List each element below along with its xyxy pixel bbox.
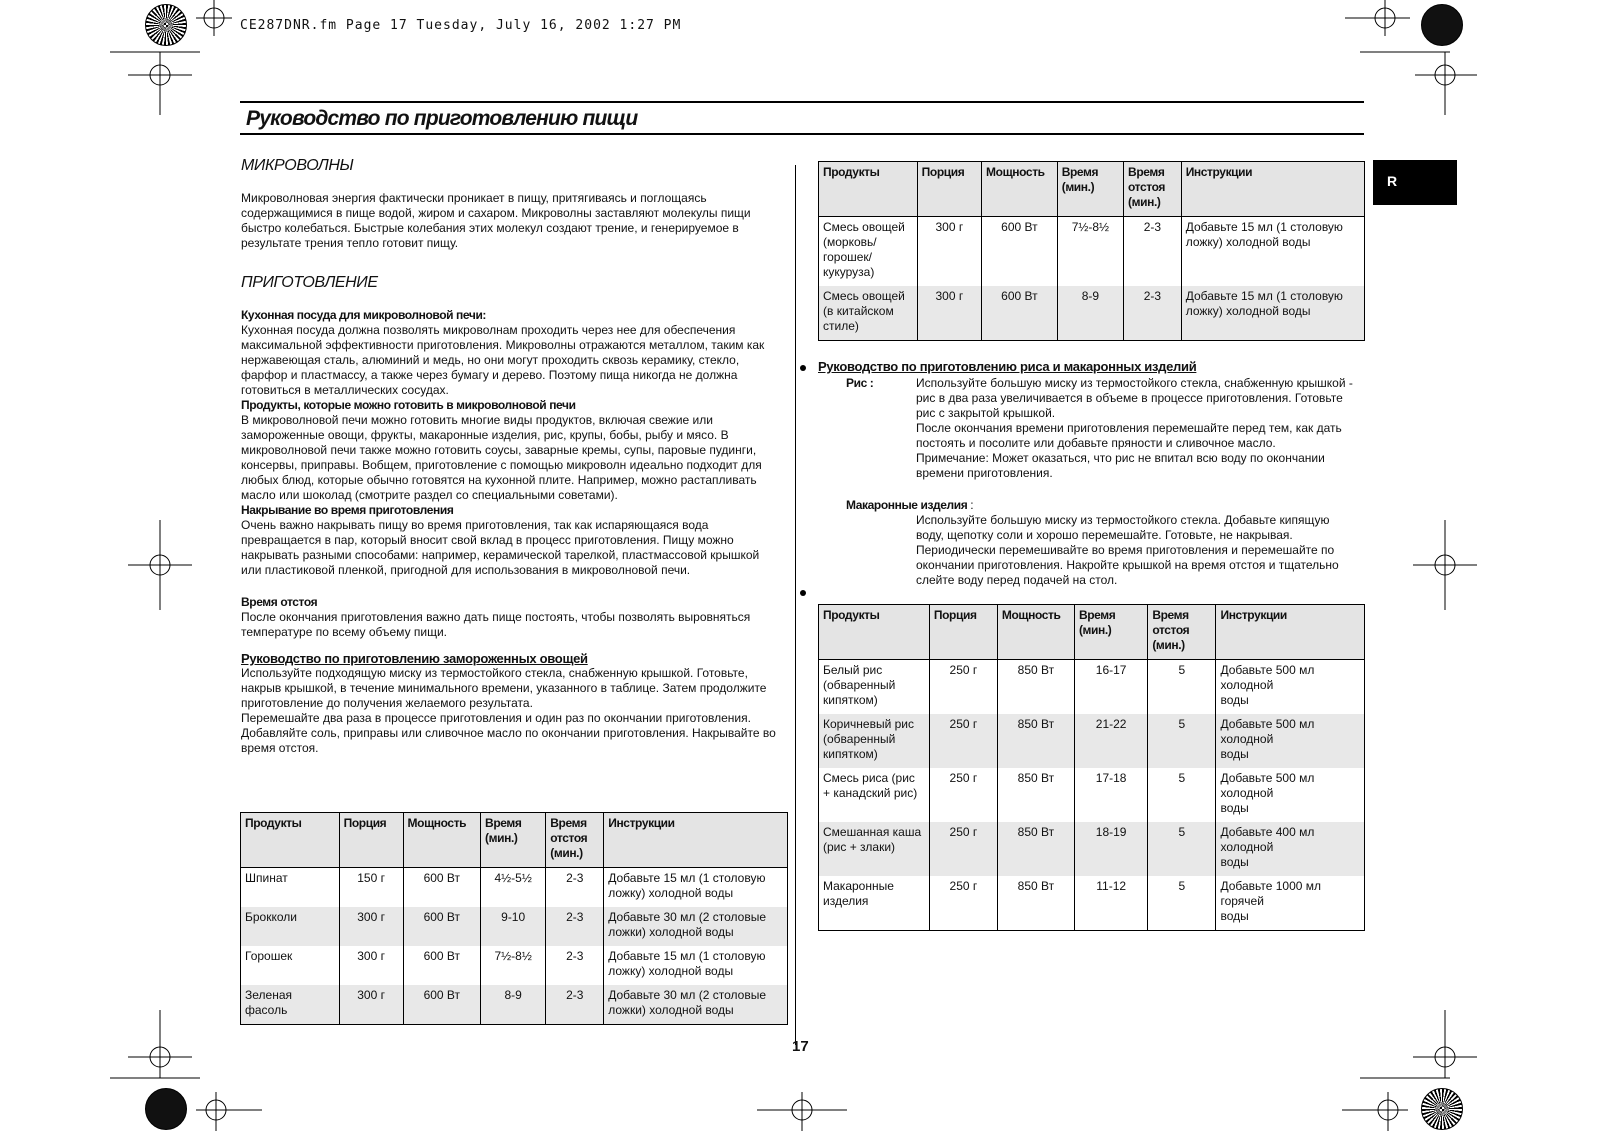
- column-header: Время отстоя (мин.): [546, 813, 604, 868]
- table-cell: Добавьте 30 мл (2 столовые ложки) холодной воды: [604, 985, 788, 1025]
- table-cell: 850 Вт: [997, 714, 1074, 768]
- text-line: консервы, приправы. Вобщем, приготовление с помощью микроволн идеально подходит для: [241, 458, 762, 472]
- column-header: Продукты: [819, 605, 930, 660]
- table-row: [819, 714, 1365, 768]
- table-cell: 300 г: [917, 286, 981, 341]
- column-header: Мощность: [982, 162, 1058, 217]
- table-cell: 250 г: [929, 660, 997, 715]
- table-row: [819, 217, 1365, 287]
- table-row: [819, 286, 1365, 341]
- right-column: [818, 359, 1378, 588]
- text-line: Кухонная посуда должна позволять микроволнам проходить через нее для обеспечения: [241, 323, 736, 337]
- text-line: постоять и посолите или добавьте пряности и сливочное масло.: [916, 436, 1276, 450]
- table-cell: 300 г: [339, 985, 403, 1025]
- table-cell: 300 г: [339, 946, 403, 985]
- table-cell: Горошек: [241, 946, 340, 985]
- text-line: После окончания приготовления важно дать пище постоять, чтобы позволять выровняться: [241, 610, 751, 624]
- table-cell: Макаронные изделия: [819, 876, 930, 931]
- text-line: Используйте подходящую миску из термостойкого стекла, снабженную крышкой. Готовьте,: [241, 666, 748, 680]
- table-cell: 2-3: [546, 868, 604, 908]
- column-header: Инструкции: [1216, 605, 1365, 660]
- table-cell: 300 г: [339, 907, 403, 946]
- text-line: или пластиковой пленкой, пригодной для использования в микроволновой печи.: [241, 563, 691, 577]
- text-line: Используйте большую миску из термостойкого стекла. Добавьте кипящую: [916, 513, 1330, 527]
- text-line: рис в два раза увеличивается в объеме в процессе приготовления. Готовьте: [916, 391, 1343, 405]
- text-line: максимальной эффективности приготовления. Микроволны отражаются металлом, таким как: [241, 338, 765, 352]
- table-cell: 600 Вт: [403, 985, 481, 1025]
- text-line: рис с закрытой крышкой.: [916, 406, 1056, 420]
- microwaves-text: [241, 191, 789, 251]
- covering-title: Накрывание во время приготовления: [241, 503, 454, 517]
- column-header: Порция: [339, 813, 403, 868]
- column-header: Мощность: [403, 813, 481, 868]
- table-cell: 21-22: [1074, 714, 1147, 768]
- table-cell: 17-18: [1074, 768, 1147, 822]
- table-cell: 5: [1148, 714, 1216, 768]
- text-line: времени приготовления.: [916, 466, 1053, 480]
- column-header: Порция: [929, 605, 997, 660]
- table-cell: 600 Вт: [403, 946, 481, 985]
- table-cell: Коричневый рис (обваренный кипятком): [819, 714, 930, 768]
- text-line: воду, щепотку соли и хорошо перемешайте. Готовьте, не накрывая.: [916, 528, 1293, 542]
- rice-pasta-table: [818, 604, 1365, 931]
- table-cell: Смесь риса (рис + канадский рис): [819, 768, 930, 822]
- column-header: Продукты: [241, 813, 340, 868]
- table-cell: 850 Вт: [997, 768, 1074, 822]
- text-line: Перемешайте два раза в процессе приготовления и один раз по окончании приготовления.: [241, 711, 751, 725]
- text-line: накрывать разными способами: например, керамической тарелкой, пластмассовой крышкой: [241, 548, 760, 562]
- table-header-row: [241, 813, 788, 868]
- table-cell: 850 Вт: [997, 876, 1074, 931]
- table-cell: Брокколи: [241, 907, 340, 946]
- column-header: Мощность: [997, 605, 1074, 660]
- table-cell: 5: [1148, 876, 1216, 931]
- rice-term: Рис: [846, 376, 867, 390]
- table-header-row: [819, 605, 1365, 660]
- text-line: температуре по всему объему пищи.: [241, 625, 448, 639]
- table-cell: Добавьте 15 мл (1 столовую ложку) холодной воды: [1181, 217, 1364, 287]
- table-row: [241, 868, 788, 908]
- table-cell: 150 г: [339, 868, 403, 908]
- text-line: Очень важно накрывать пищу во время приготовления, так как испаряющаяся вода: [241, 518, 709, 532]
- table-cell: Смешанная каша (рис + злаки): [819, 822, 930, 876]
- table-cell: 250 г: [929, 768, 997, 822]
- text-line: микроволновой печи также можно готовить соусы, заварные кремы, супы, паровые пудинги,: [241, 443, 757, 457]
- table-cell: 300 г: [917, 217, 981, 287]
- table-cell: 600 Вт: [982, 217, 1058, 287]
- table-cell: Белый рис (обваренный кипятком): [819, 660, 930, 715]
- column-header: Инструкции: [604, 813, 788, 868]
- text-line: Используйте большую миску из термостойкого стекла, снабженную крышкой -: [916, 376, 1353, 390]
- table-cell: Добавьте 15 мл (1 столовую ложку) холодной воды: [1181, 286, 1364, 341]
- table-cell: Добавьте 500 мл холодной воды: [1216, 714, 1365, 768]
- table-cell: Добавьте 500 мл холодной воды: [1216, 660, 1365, 715]
- table-cell: 11-12: [1074, 876, 1147, 931]
- standing-title: Время отстоя: [241, 595, 318, 609]
- text-line: замороженные овощи, фрукты, макаронные изделия, рис, крупы, бобы, рыбу и мясо. В: [241, 428, 729, 442]
- microwaves-heading: МИКРОВОЛНЫ: [241, 157, 354, 174]
- column-header: Время (мин.): [1057, 162, 1123, 217]
- foods-title: Продукты, которые можно готовить в микроволновой печи: [241, 398, 576, 412]
- table-cell: 8-9: [1057, 286, 1123, 341]
- table-cell: 250 г: [929, 714, 997, 768]
- text-line: После окончания времени приготовления перемешайте перед тем, как дать: [916, 421, 1342, 435]
- table-header-row: [819, 162, 1365, 217]
- table-cell: Добавьте 15 мл (1 столовую ложку) холодной воды: [604, 868, 788, 908]
- text-line: время отстоя.: [241, 741, 319, 755]
- pasta-text: [818, 513, 1378, 588]
- column-header: Инструкции: [1181, 162, 1364, 217]
- table-row: [241, 907, 788, 946]
- print-header: CE287DNR.fm Page 17 Tuesday, July 16, 2002 1:27 PM: [240, 18, 682, 33]
- text-line: нержавеющая сталь, алюминий и медь, но они могут проходить сквозь керамику, стекло,: [241, 353, 740, 367]
- table-cell: 5: [1148, 660, 1216, 715]
- table-cell: Зеленая фасоль: [241, 985, 340, 1025]
- table-cell: 600 Вт: [982, 286, 1058, 341]
- column-header: Время (мин.): [1074, 605, 1147, 660]
- rice-definition: Рис : Используйте большую миску из термостойкого стекла, снабженную крышкой - рис в два раза увеличивается в объеме в процессе приготовления. Готовьте рис с закрытой крышкой. После окончания времени приготовления перемешайте перед тем, как дать постоять и посолите или добавьте пряности и сливочное масло. Примечание: Может оказаться, что рис не впитал всю воду по окончании времени приготовления.: [818, 376, 1378, 481]
- table-cell: Добавьте 400 мл холодной воды: [1216, 822, 1365, 876]
- text-line: окончании приготовления. Накройте крышкой на время отстоя и тщательно: [916, 558, 1339, 572]
- text-line: Периодически перемешивайте во время приготовления и перемешайте по: [916, 543, 1335, 557]
- page-title: Руководство по приготовлению пищи: [246, 107, 638, 130]
- column-header: Время (мин.): [481, 813, 546, 868]
- table-cell: 2-3: [1124, 217, 1182, 287]
- table-row: [819, 876, 1365, 931]
- table-cell: Добавьте 500 мл холодной воды: [1216, 768, 1365, 822]
- frozen-veg-table: [240, 812, 788, 1025]
- text-line: превращается в пар, который вносит свой вклад в процесс приготовления. Пищу можно: [241, 533, 734, 547]
- column-header: Время отстоя (мин.): [1148, 605, 1216, 660]
- page-title-bar: [240, 101, 1364, 135]
- cooking-heading: ПРИГОТОВЛЕНИЕ: [241, 274, 378, 291]
- table-cell: Шпинат: [241, 868, 340, 908]
- table-cell: 7½-8½: [481, 946, 546, 985]
- text-line: В микроволновой печи можно готовить многие виды продуктов, включая свежие или: [241, 413, 713, 427]
- table-cell: 16-17: [1074, 660, 1147, 715]
- page-number: 17: [792, 1038, 809, 1055]
- text-line: Добавляйте соль, приправы или сливочное масло по окончании приготовления. Накрывайте во: [241, 726, 776, 740]
- pasta-term: Макаронные изделия: [846, 498, 968, 512]
- table-cell: 2-3: [546, 985, 604, 1025]
- cookware-title: Кухонная посуда для микроволновой печи:: [241, 308, 487, 322]
- column-header: Порция: [917, 162, 981, 217]
- pasta-definition: Макаронные изделия :: [846, 498, 974, 512]
- table-cell: 9-10: [481, 907, 546, 946]
- text-line: Примечание: Может оказаться, что рис не впитал всю воду по окончании: [916, 451, 1325, 465]
- table-cell: 5: [1148, 822, 1216, 876]
- table-cell: 600 Вт: [403, 907, 481, 946]
- column-divider: [795, 165, 796, 1045]
- language-tab: R: [1373, 160, 1457, 205]
- column-header: Время отстоя (мин.): [1124, 162, 1182, 217]
- text-line: масло или шоколад (смотрите раздел со специальными советами).: [241, 488, 618, 502]
- column-header: Продукты: [819, 162, 918, 217]
- table-cell: Смесь овощей (морковь/ горошек/ кукуруза): [819, 217, 918, 287]
- table-cell: 8-9: [481, 985, 546, 1025]
- left-column: [241, 158, 789, 756]
- table-row: [819, 822, 1365, 876]
- table-cell: 850 Вт: [997, 822, 1074, 876]
- table-cell: 18-19: [1074, 822, 1147, 876]
- text-line: приготовление до получения желаемого результата.: [241, 696, 533, 710]
- frozen-veg-heading: Руководство по приготовлению замороженных овощей: [241, 651, 588, 666]
- veg-mix-table: [818, 161, 1365, 341]
- table-cell: 2-3: [1124, 286, 1182, 341]
- table-cell: 2-3: [546, 907, 604, 946]
- table-row: [241, 985, 788, 1025]
- rice-pasta-heading: Руководство по приготовлению риса и макаронных изделий: [818, 359, 1197, 374]
- table-cell: 850 Вт: [997, 660, 1074, 715]
- bullet-dot: [800, 365, 806, 371]
- table-cell: Добавьте 15 мл (1 столовую ложку) холодной воды: [604, 946, 788, 985]
- text-line: накрыв крышкой, в течение минимального времени, указанного в таблице. Затем продолжите: [241, 681, 767, 695]
- text-line: фарфор и пластмассу, а также через бумагу и дерево. Поэтому пища никогда не должна: [241, 368, 738, 382]
- text-line: быстро колебаться. Быстрые колебания этих молекул создают трение, и генерируемое в: [241, 221, 739, 235]
- table-cell: 5: [1148, 768, 1216, 822]
- table-row: [819, 660, 1365, 715]
- table-cell: Добавьте 1000 мл горячей воды: [1216, 876, 1365, 931]
- table-cell: 7½-8½: [1057, 217, 1123, 287]
- text-line: результате трения тепло готовит пищу.: [241, 236, 459, 250]
- table-cell: Смесь овощей (в китайском стиле): [819, 286, 918, 341]
- text-line: содержащимися в пище водой, жиром и сахаром. Микроволны заставляют молекулы пищи: [241, 206, 751, 220]
- table-cell: Добавьте 30 мл (2 столовые ложки) холодной воды: [604, 907, 788, 946]
- table-cell: 4½-5½: [481, 868, 546, 908]
- table-cell: 250 г: [929, 876, 997, 931]
- table-row: [241, 946, 788, 985]
- table-cell: 600 Вт: [403, 868, 481, 908]
- text-line: Микроволновая энергия фактически проникает в пищу, притягиваясь и поглощаясь: [241, 191, 707, 205]
- text-line: слейте воду перед подачей на стол.: [916, 573, 1118, 587]
- text-line: готовиться в металлических сосудах.: [241, 383, 449, 397]
- table-cell: 250 г: [929, 822, 997, 876]
- text-line: любых блюд, которые обычно готовятся на кухонной плите. Например, можно растапливать: [241, 473, 757, 487]
- bullet-dot: [800, 590, 806, 596]
- table-row: [819, 768, 1365, 822]
- table-cell: 2-3: [546, 946, 604, 985]
